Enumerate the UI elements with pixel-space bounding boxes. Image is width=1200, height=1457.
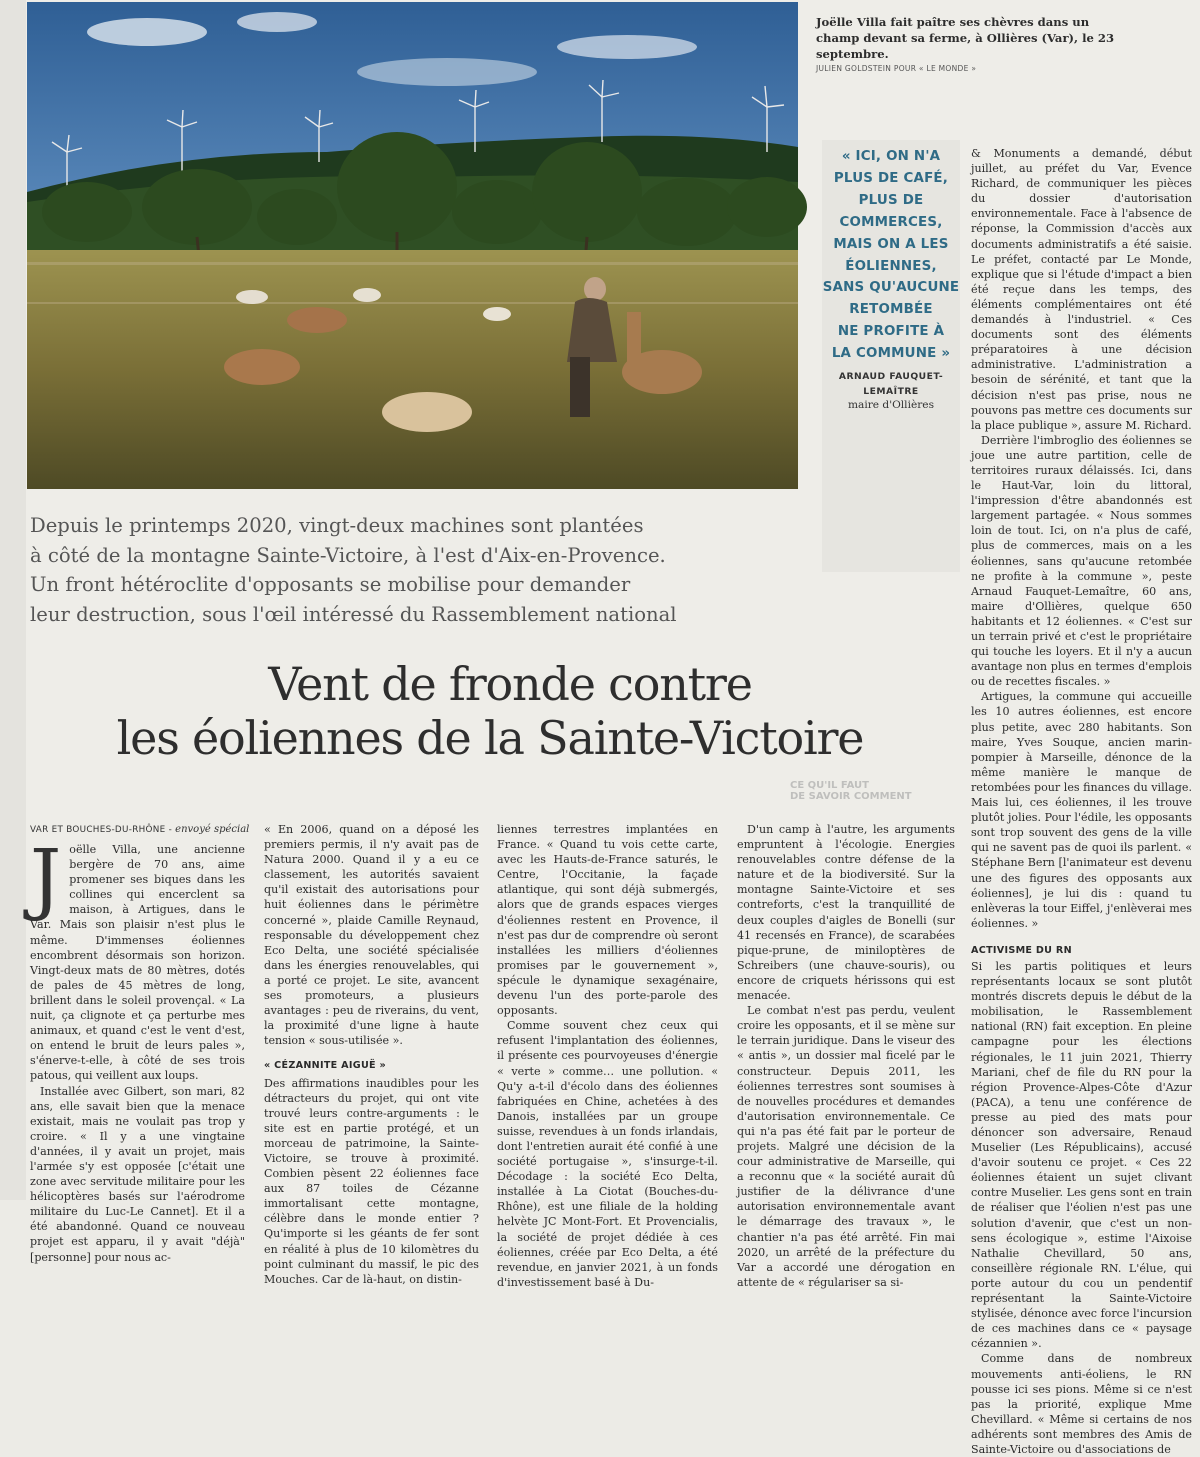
quote-author-line: LEMAÎTRE [863,386,919,398]
standfirst-line: Un front hétéroclite d'opposants se mobilise pour demander [30,573,631,597]
pull-quote [822,146,960,411]
paragraph: liennes terrestres implantées en France. « Quand tu vois cette carte, avec les Hauts-de-France saturés, le Centre, l'Occitanie, la façade atlantique, qui sont déjà submergés, alors que de grands espaces vierges d'éoliennes restent en Provence, il n'est pas dur de comprendre où seront installées les milliers d'éoliennes promises par le gouvernement », spécule le dynamique sexagénaire, devenu l'un des porte-parole des opposants. [497,823,718,1018]
lead-paragraph [30,834,245,1084]
article-column-3 [497,822,718,1290]
paragraph: « En 2006, quand on a déposé les premiers permis, il n'y avait pas de Natura 2000. Quand il y a eu ce classement, les autorités savaient qu'il existait des autorisations pour huit éoliennes dans le périmètre concerné », plaide Camille Reynaud, responsable du développement chez Eco Delta, une société spécialisée dans les énergies renouvelables, qui a porté ce projet. Le site, avancent ses promoteurs, a plusieurs avantages : peu de riverains, du vent, la proximité d'une ligne à haute tension « sous-utilisée ». [264,823,479,1048]
quote-author-line: ARNAUD FAUQUET- [838,371,944,383]
paragraph: Le combat n'est pas perdu, veulent croire les opposants, et il se mène sur le terrain juridique. Dans le viseur des « antis », un dossier mal ficelé par le constructeur. Depuis 2011, les éoliennes terrestres sont soumises à de nouvelles procédures et demandes d'autorisation environnementale. Ce qui n'a pas été fait par le porteur de projets. Malgré une décision de la cour administrative de Marseille, qui a reconnu que « la société aurait dû justifier de la délivrance d'une autorisation environnementale avant le démarrage des travaux », le chantier n'a pas été arrêté. Fin mai 2020, un arrêté de la préfecture du Var a accordé une dérogation en attente de « régulariser sa si- [737,1004,955,1289]
quote-author-role: maire d'Ollières [847,399,935,412]
standfirst-line: à côté de la montagne Sainte-Victoire, à l'est d'Aix-en-Provence. [30,543,666,567]
paragraph: Comme dans de nombreux mouvements anti-éoliens, le RN pousse ici ses pions. Même si ce n'est pas la priorité, explique Mme Chevillard. « Même si certains de nos adhérents sont membres des Amis de Sainte-Victoire ou d'associations de [971,1352,1192,1456]
faded-box-line: DE SAVOIR COMMENT [790,791,912,802]
photo-caption [816,14,1116,73]
article-standfirst [30,511,800,630]
standfirst-line: Depuis le printemps 2020, vingt-deux machines sont plantées [30,514,644,537]
paragraph: Si les partis politiques et leurs représentants locaux se sont plutôt montrés discrets depuis le début de la mobilisation, le Rassemblement national (RN) fait exception. En pleine campagne pour les élections régionales, le 11 juin 2021, Thierry Mariani, chef de file du RN pour la région Provence-Alpes-Côte d'Azur (PACA), a tenu une conférence de presse au pied des mats pour dénoncer son adversaire, Renaud Muselier (Les Républicains), accusé d'avoir soutenu ce projet. « Ces 22 éoliennes étaient un sujet clivant contre Muselier. Les gens sont en train de réaliser que l'éolien n'est pas une solution d'avenir, que c'est un non-sens écologique », estime l'Aixoise Nathalie Chevillard, 50 ans, conseillère régionale RN. L'élue, qui porte autour du cou un pendentif représentant la Sainte-Victoire stylisée, dénonce avec force l'incursion de ces machines dans ce « paysage cézannien ». [971,959,1192,1351]
quote-line: COMMERCES, [839,214,943,230]
quote-line: SANS QU'AUCUNE [822,280,960,296]
quote-line: LA COMMUNE » [831,346,951,362]
quote-line: RETOMBÉE [849,302,933,318]
dateline-place: VAR ET BOUCHES-DU-RHÔNE - [30,825,176,835]
caption-text: Joëlle Villa fait paître ses chèvres dans un champ devant sa ferme, à Ollières (Var), le 23 septembre. [816,15,1115,61]
faded-box-line: CE QU'IL FAUT [790,780,869,791]
paragraph: Des affirmations inaudibles pour les détracteurs du projet, qui ont vite trouvé leurs contre-arguments : le site est en partie protégé, et un morceau de patrimoine, la Sainte-Victoire, se trouve à proximité. Combien pèsent 22 éoliennes face aux 87 toiles de Cézanne immortalisant cette montagne, célèbre dans le monde entier ? Qu'importe si les géants de fer sont en réalité à plus de 10 kilomètres du point culminant du massif, le pic des Mouches. Car de là-haut, on distin- [264,1076,479,1286]
paragraph: Artigues, la commune qui accueille les 10 autres éoliennes, est encore plus petite, avec 280 habitants. Son maire, Yves Souque, ancien marin-pompier à Marseille, dénonce de la même manière le manque de retombées pour les finances du village. Mais lui, ces éoliennes, il les trouve plutôt jolies. Pour l'édile, les opposants sont trop souvent des gens de la ville qui ne savent pas de quoi ils parlent. « Stéphane Bern [l'animateur est devenu une des figures des opposants aux éoliennes], je lui dis : quand tu enlèveras la tour Eiffel, j'enlèverai mes éoliennes. » [971,690,1192,930]
paragraph: & Monuments a demandé, début juillet, au préfet du Var, Evence Richard, de communiquer les pièces du dossier d'autorisation environnementale. Face à l'absence de réponse, la Commission d'accès aux documents administratifs a été saisie. Le préfet, contacté par Le Monde, explique que si l'étude d'impact a bien été reçue dans les temps, des éléments complémentaires ont été demandés à l'industriel. « Ces documents sont des éléments préparatoires à une décision administrative. L'administration a besoin de sérénité, et tant que la décision n'est pas prise, nous ne pouvons pas mettre ces documents sur la place publique », assure M. Richard. [971,147,1192,432]
section-subheading: « CÉZANNITE AIGUË » [264,1060,387,1072]
pull-quote-text [822,146,960,365]
paragraph: Comme souvent chez ceux qui refusent l'implantation des éoliennes, il présente ces pourvoyeuses d'énergie « verte » comme… une pollution. « Qu'y a-t-il d'écolo dans des éoliennes fabriquées en Chine, achetées à des Danois, installées par un groupe suisse, revendues à un fonds irlandais, dont l'entretien aurait été confié à une société portugaise », s'insurge-t-il. Décodage : la société Eco Delta, installée à La Ciotat (Bouches-du-Rhône), est une filiale de la holding helvète JC Mont-Fort. Et Provencialis, la société de projet dédiée à ces éoliennes, créée par Eco Delta, a été revendue, en janvier 2021, à un fonds d'investissement basé à Du- [497,1019,718,1289]
quote-line: PLUS DE CAFÉ, [833,170,949,186]
right-column [971,146,1192,1457]
article-column-1 [30,834,245,1265]
drop-cap: J [30,834,62,924]
article-headline [30,657,950,765]
goats-field-illustration [27,2,798,489]
quote-line: NE PROFITE À [837,324,945,340]
headline-line: Vent de fronde contre [268,657,752,711]
quote-author [822,369,960,399]
quote-line: PLUS DE [858,192,924,208]
paragraph: D'un camp à l'autre, les arguments empruntent à l'écologie. Energies renouvelables contre défense de la nature et de la biodiversité. Sur la montagne Sainte-Victoire et ses contreforts, c'est la tranquillité de deux couples d'aigles de Bonelli (sur 41 recensés en France), de scarabées pique-prune, de miniloptères de Schreibers (une chauve-souris), ou encore de criquets hérissons qui est menacée. [737,823,955,1003]
page-gutter [0,0,26,1200]
dateline-role: envoyé spécial [175,824,250,835]
paragraph: oëlle Villa, une ancienne bergère de 70 ans, aime promener ses biques dans les collines qui encerclent sa maison, à Artigues, dans le Var. Mais son plaisir n'est plus le même. D'immenses éoliennes encombrent désormais son horizon. Vingt-deux mats de 80 mètres, dotés de pales de 45 mètres de long, brillent dans le soleil provençal. « La nuit, ça clignote et ça perturbe mes animaux, et quand c'est le vent d'est, on entend le bruit de leurs pales », s'énerve-t-elle, à côté de ses trois patous, qui veillent aux loups. [30,843,245,1083]
dateline [30,824,260,835]
article-column-2 [264,822,479,1287]
paragraph: Derrière l'imbroglio des éoliennes se joue une autre partition, celle de territoires ruraux délaissés. Ici, dans le Haut-Var, loin du littoral, l'impression d'être abandonnés est largement partagée. « Nous sommes loin de tout. Ici, on n'a plus de café, plus de commerces, mais on a les éoliennes, sans qu'aucune retombée ne profite à la commune », peste Arnaud Fauquet-Lemaître, 60 ans, maire d'Ollières, quelque 650 habitants et 12 éoliennes. « C'est sur un terrain privé et c'est le propriétaire qui touche les loyers. Et il n'y a aucun avantage non plus en termes d'emplois ou de recettes fiscales. » [971,433,1192,689]
section-subheading: ACTIVISME DU RN [971,944,1072,956]
quote-line: MAIS ON A LES [833,236,949,252]
faded-sidebar-box [790,780,950,820]
paragraph: Installée avec Gilbert, son mari, 82 ans, elle savait bien que la menace existait, mais ne voulait pas trop y croire. « Il y a une vingtaine d'années, il y avait un projet, mais l'armée s'y est opposée [c'était une zone avec servitude militaire pour les hélicoptères basés sur l'aérodrome militaire du Luc-Le Cannet]. Et il a été abandonné. Quand ce nouveau projet est apparu, il y avait "déjà" [personne] pour nous ac- [30,1084,245,1264]
photo-credit: JULIEN GOLDSTEIN POUR « LE MONDE » [816,64,977,73]
headline-line: les éoliennes de la Sainte-Victoire [116,711,864,765]
quote-line: ÉOLIENNES, [845,258,937,274]
article-column-4 [737,822,955,1290]
quote-line: « ICI, ON N'A [841,149,941,164]
article-photo [27,2,798,489]
standfirst-line: leur destruction, sous l'œil intéressé du Rassemblement national [30,603,677,627]
